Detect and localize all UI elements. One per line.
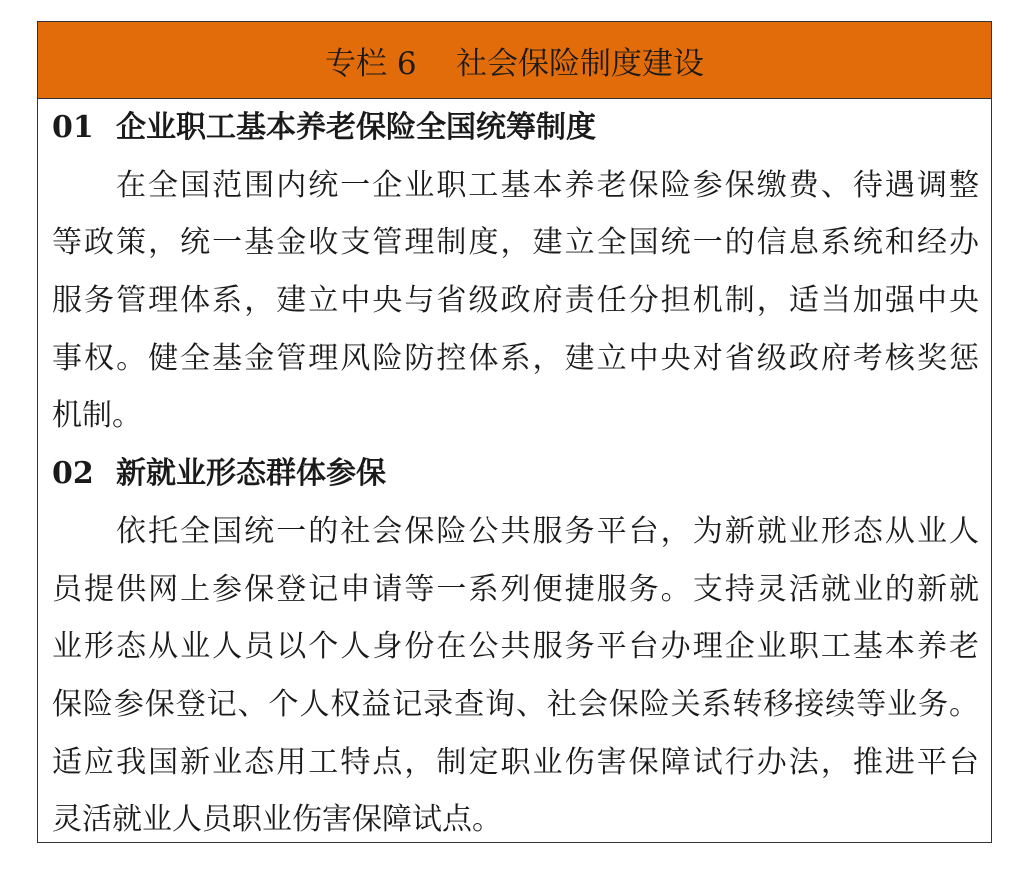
column-label: 专栏 6 — [325, 45, 417, 82]
section-title: 企业职工基本养老保险全国统筹制度 — [116, 110, 596, 145]
section-title: 新就业形态群体参保 — [116, 456, 386, 492]
paragraph-line: 员提供网上参保登记申请等一系列便捷服务。支持灵活就业的新就 — [52, 571, 979, 607]
paragraph-line: 等政策，统一基金收支管理制度，建立全国统一的信息系统和经办 — [52, 225, 979, 261]
column-header — [38, 22, 991, 99]
paragraph-line: 适应我国新业态用工特点，制定职业伤害保障试行办法，推进平台 — [52, 744, 979, 780]
paragraph-line: 业形态从业人员以个人身份在公共服务平台办理企业职工基本养老 — [52, 629, 979, 665]
paragraph-line: 依托全国统一的社会保险公共服务平台，为新就业形态从业人 — [116, 513, 979, 549]
paragraph-line: 在全国范围内统一企业职工基本养老保险参保缴费、待遇调整 — [116, 167, 979, 203]
paragraph-line: 事权。健全基金管理风险防控体系，建立中央对省级政府考核奖惩 — [52, 340, 979, 376]
section-number: 02 — [52, 456, 94, 492]
section-heading — [52, 445, 979, 503]
paragraph-line: 保险参保登记、个人权益记录查询、社会保险关系转移接续等业务。 — [52, 686, 979, 722]
column-title: 社会保险制度建设 — [456, 45, 704, 82]
column-box — [37, 21, 992, 843]
paragraph-line: 灵活就业人员职业伤害保障试点。 — [52, 802, 502, 838]
column-content — [38, 99, 991, 849]
section-heading — [52, 99, 979, 157]
paragraph-line: 服务管理体系，建立中央与省级政府责任分担机制，适当加强中央 — [52, 283, 979, 319]
section-number: 01 — [52, 110, 94, 145]
paragraph-line: 机制。 — [52, 398, 142, 434]
